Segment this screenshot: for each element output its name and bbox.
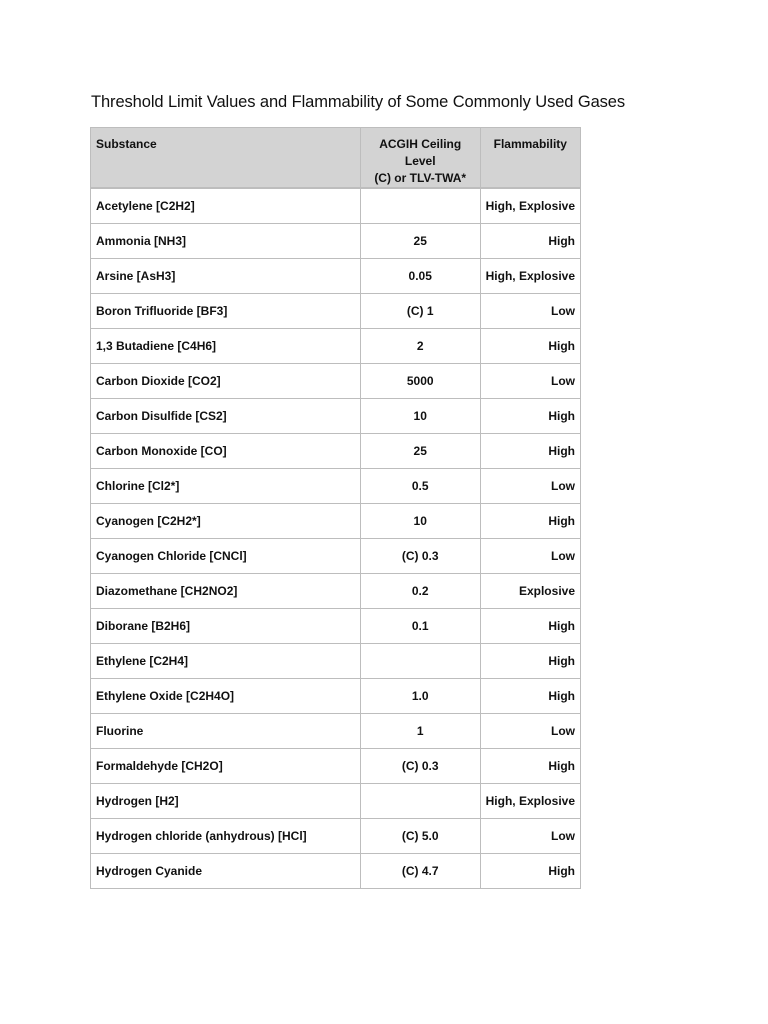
substance-cell: Ammonia [NH3]	[91, 223, 361, 258]
flammability-cell: Low	[480, 818, 580, 853]
substance-cell: Diazomethane [CH2NO2]	[91, 573, 361, 608]
document-title: Threshold Limit Values and Flammability of Some Commonly Used Gases	[91, 93, 626, 111]
ceiling-level-cell: (C) 4.7	[360, 853, 480, 888]
substance-cell: Carbon Dioxide [CO2]	[91, 363, 361, 398]
table-row	[91, 853, 581, 888]
substance-cell: Ethylene Oxide [C2H4O]	[91, 678, 361, 713]
table-row	[91, 573, 581, 608]
header-ceiling-level-line2: (C) or TLV-TWA*	[374, 171, 467, 185]
table-body	[91, 188, 581, 888]
flammability-cell: Low	[480, 293, 580, 328]
substance-cell: Formaldehyde [CH2O]	[91, 748, 361, 783]
table-row	[91, 188, 581, 223]
table-row	[91, 713, 581, 748]
ceiling-level-cell: 10	[360, 503, 480, 538]
ceiling-level-cell: (C) 0.3	[360, 538, 480, 573]
substance-cell: Arsine [AsH3]	[91, 258, 361, 293]
table-row	[91, 433, 581, 468]
table-row	[91, 783, 581, 818]
ceiling-level-cell: 5000	[360, 363, 480, 398]
flammability-cell: High	[480, 433, 580, 468]
substance-cell: Fluorine	[91, 713, 361, 748]
substance-cell: Hydrogen [H2]	[91, 783, 361, 818]
table-row	[91, 468, 581, 503]
table-row	[91, 678, 581, 713]
flammability-cell: High	[480, 503, 580, 538]
ceiling-level-cell: 2	[360, 328, 480, 363]
flammability-cell: High	[480, 643, 580, 678]
header-flammability	[480, 128, 580, 189]
table-row	[91, 258, 581, 293]
flammability-cell: Low	[480, 468, 580, 503]
substance-cell: Cyanogen [C2H2*]	[91, 503, 361, 538]
ceiling-level-cell: (C) 5.0	[360, 818, 480, 853]
flammability-cell: High, Explosive	[480, 188, 580, 223]
flammability-cell: High	[480, 748, 580, 783]
header-row	[91, 128, 581, 189]
table-row	[91, 293, 581, 328]
flammability-cell: High	[480, 223, 580, 258]
flammability-cell: High	[480, 608, 580, 643]
ceiling-level-cell: (C) 1	[360, 293, 480, 328]
flammability-cell: High	[480, 853, 580, 888]
substance-cell: Carbon Disulfide [CS2]	[91, 398, 361, 433]
flammability-cell: Explosive	[480, 573, 580, 608]
flammability-cell: High	[480, 328, 580, 363]
ceiling-level-cell: (C) 0.3	[360, 748, 480, 783]
substance-cell: Cyanogen Chloride [CNCl]	[91, 538, 361, 573]
table-row	[91, 363, 581, 398]
header-ceiling-level	[360, 128, 480, 189]
table-row	[91, 223, 581, 258]
header-substance-label: Substance	[96, 137, 157, 151]
table-header	[91, 128, 581, 189]
ceiling-level-cell: 1	[360, 713, 480, 748]
ceiling-level-cell	[360, 188, 480, 223]
flammability-cell: Low	[480, 538, 580, 573]
table-row	[91, 503, 581, 538]
substance-cell: Hydrogen chloride (anhydrous) [HCl]	[91, 818, 361, 853]
ceiling-level-cell: 0.2	[360, 573, 480, 608]
table-row	[91, 643, 581, 678]
substance-cell: Boron Trifluoride [BF3]	[91, 293, 361, 328]
ceiling-level-cell: 10	[360, 398, 480, 433]
header-substance	[91, 128, 361, 189]
header-flammability-label: Flammability	[493, 137, 567, 151]
substance-cell: Acetylene [C2H2]	[91, 188, 361, 223]
substance-cell: Diborane [B2H6]	[91, 608, 361, 643]
ceiling-level-cell: 0.05	[360, 258, 480, 293]
table-row	[91, 398, 581, 433]
substance-cell: Chlorine [Cl2*]	[91, 468, 361, 503]
ceiling-level-cell: 1.0	[360, 678, 480, 713]
table-row	[91, 748, 581, 783]
flammability-cell: Low	[480, 363, 580, 398]
table-row	[91, 608, 581, 643]
ceiling-level-cell	[360, 643, 480, 678]
substance-cell: Hydrogen Cyanide	[91, 853, 361, 888]
gases-table	[90, 127, 581, 889]
ceiling-level-cell: 25	[360, 223, 480, 258]
flammability-cell: High, Explosive	[480, 258, 580, 293]
substance-cell: Carbon Monoxide [CO]	[91, 433, 361, 468]
table-row	[91, 818, 581, 853]
flammability-cell: High	[480, 398, 580, 433]
ceiling-level-cell: 25	[360, 433, 480, 468]
header-ceiling-level-line1: ACGIH Ceiling Level	[379, 137, 462, 168]
flammability-cell: High, Explosive	[480, 783, 580, 818]
flammability-cell: High	[480, 678, 580, 713]
ceiling-level-cell: 0.5	[360, 468, 480, 503]
table-row	[91, 328, 581, 363]
substance-cell: Ethylene [C2H4]	[91, 643, 361, 678]
substance-cell: 1,3 Butadiene [C4H6]	[91, 328, 361, 363]
ceiling-level-cell	[360, 783, 480, 818]
flammability-cell: Low	[480, 713, 580, 748]
table-row	[91, 538, 581, 573]
ceiling-level-cell: 0.1	[360, 608, 480, 643]
